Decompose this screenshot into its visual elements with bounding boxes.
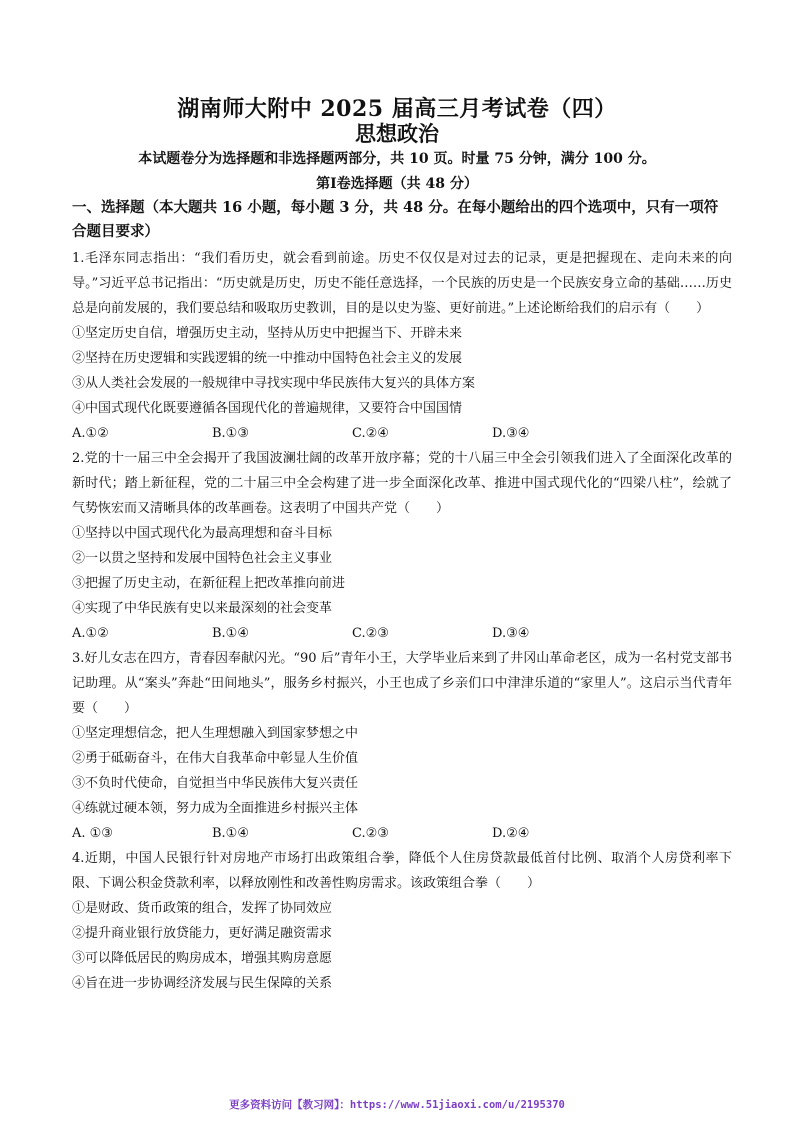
answer-choice-b: B.①④: [212, 826, 249, 841]
option-statement: ③不负时代使命，自觉担当中华民族伟大复兴责任: [72, 776, 359, 791]
question-list: [72, 246, 732, 996]
answer-choice-a: A.①②: [72, 426, 109, 441]
option-statement: ③可以降低居民的购房成本，增强其购房意愿: [72, 951, 333, 966]
answer-choice-a: A. ①③: [72, 826, 113, 841]
question-2: [72, 446, 732, 646]
option-statement: ①坚定历史自信，增强历史主动，坚持从历史中把握当下、开辟未来: [72, 326, 463, 341]
answer-choice-d: D.②④: [492, 826, 530, 841]
answer-choices: [72, 621, 732, 646]
answer-choice-d: D.③④: [492, 626, 530, 641]
question-stem: 1.毛泽东同志指出：“我们看历史，就会看到前途。历史不仅仅是对过去的记录，更是把握现在、走向未来的向导。”习近平总书记指出：“历史就是历史，历史不能任意选择，一个民族的历史是一个民族安身立命的基础……历史总是向前发展的，我们要总结和吸取历史教训，目的是以史为鉴、更好前进。”上述论断给我们的启示有（ ）: [72, 251, 732, 316]
question-stem: 3.好儿女志在四方，青春因奉献闪光。“90 后”青年小王，大学毕业后来到了井冈山革命老区，成为一名村党支部书记助理。从“案头”奔赴“田间地头”，服务乡村振兴，小王也成了乡亲们口中津津乐道的“家里人”。这启示当代青年要（ ）: [72, 651, 732, 716]
option-statement: ④中国式现代化既要遵循各国现代化的普遍规律，又要符合中国国情: [72, 401, 463, 416]
option-statement: ④旨在进一步协调经济发展与民生保障的关系: [72, 976, 333, 991]
question-4: [72, 846, 732, 996]
option-statement: ①坚定理想信念，把人生理想融入到国家梦想之中: [72, 726, 359, 741]
option-statement: ①是财政、货币政策的组合，发挥了协同效应: [72, 901, 333, 916]
option-statement: ④练就过硬本领，努力成为全面推进乡村振兴主体: [72, 801, 359, 816]
option-statement: ①坚持以中国式现代化为最高理想和奋斗目标: [72, 526, 333, 541]
option-statement: ③把握了历史主动，在新征程上把改革推向前进: [72, 576, 346, 591]
question-stem: 4.近期，中国人民银行针对房地产市场打出政策组合拳，降低个人住房贷款最低首付比例、取消个人房贷利率下限、下调公积金贷款利率，以释放刚性和改善性购房需求。该政策组合拳（ ）: [72, 851, 732, 891]
option-statement: ②坚持在历史逻辑和实践逻辑的统一中推动中国特色社会主义的发展: [72, 351, 463, 366]
option-statement: ③从人类社会发展的一般规律中寻找实现中华民族伟大复兴的具体方案: [72, 376, 476, 391]
answer-choice-b: B.①③: [212, 426, 249, 441]
answer-choice-a: A.①②: [72, 626, 109, 641]
question-3: [72, 646, 732, 846]
question-1: [72, 246, 732, 446]
answer-choice-b: B.①④: [212, 626, 249, 641]
answer-choice-c: C.②④: [352, 426, 389, 441]
answer-choice-d: D.③④: [492, 426, 530, 441]
option-statement: ②提升商业银行放贷能力，更好满足融资需求: [72, 926, 333, 941]
section-heading: 第Ⅰ卷选择题（共 48 分）: [316, 176, 478, 192]
answer-choices: [72, 821, 732, 846]
option-statement: ②勇于砥砺奋斗，在伟大自我革命中彰显人生价值: [72, 751, 359, 766]
subject-title: 思想政治: [355, 121, 439, 146]
question-stem: 2.党的十一届三中全会揭开了我国波澜壮阔的改革开放序幕；党的十八届三中全会引领我们进入了全面深化改革的新时代；踏上新征程，党的二十届三中全会构建了进一步全面深化改革、推进中国式现代化的“四梁八柱”，绘就了气势恢宏而又清晰具体的改革画卷。这表明了中国共产党（ ）: [72, 451, 732, 516]
option-statement: ②一以贯之坚持和发展中国特色社会主义事业: [72, 551, 333, 566]
answer-choices: [72, 421, 732, 446]
exam-instructions: 本试题卷分为选择题和非选择题两部分，共 10 页。时量 75 分钟，满分 100 分。: [138, 151, 656, 167]
answer-choice-c: C.②③: [352, 826, 389, 841]
footer-link[interactable]: 更多资料访问【教习网】：https://www.51jiaoxi.com/u/2195370: [229, 1099, 565, 1111]
answer-choice-c: C.②③: [352, 626, 389, 641]
exam-title: 湖南师大附中 2025 届高三月考试卷（四）: [177, 96, 617, 122]
option-statement: ④实现了中华民族有史以来最深刻的社会变革: [72, 601, 333, 616]
part-heading: 一、选择题（本大题共 16 小题，每小题 3 分，共 48 分。在每小题给出的四个选项中，只有一项符合题目要求）: [72, 199, 719, 240]
